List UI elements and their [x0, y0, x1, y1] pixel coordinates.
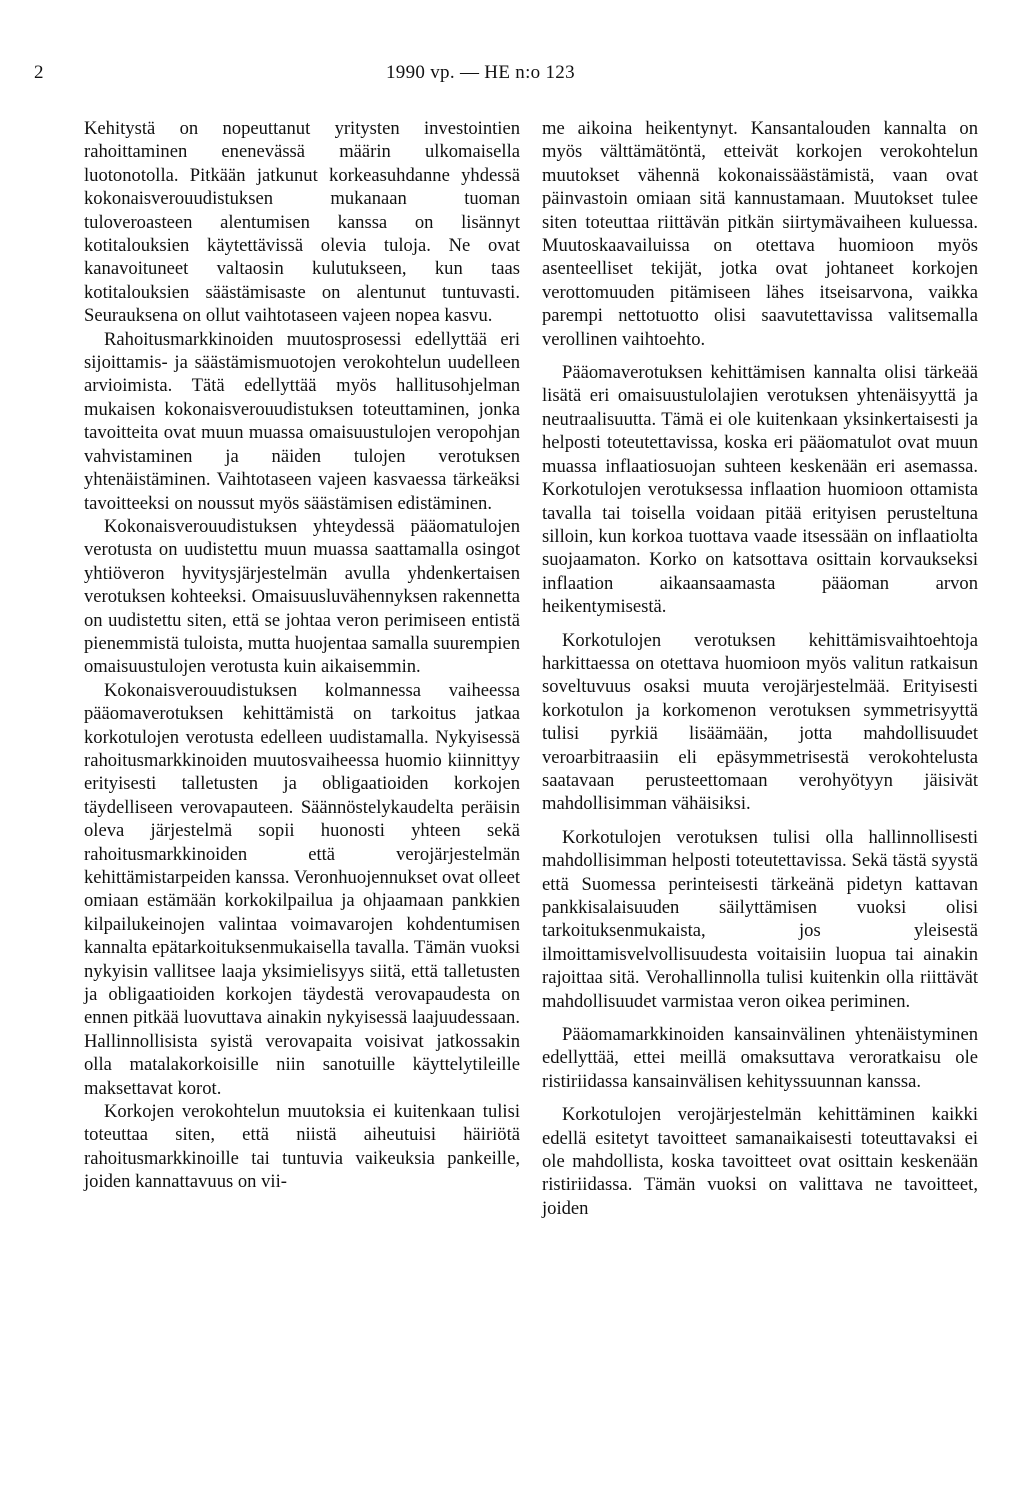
paragraph: Korkotulojen verotuksen kehittämisvaihtoehtoja harkittaessa on otettava huomioon myös valitun ratkaisun soveltuvuus osaksi muuta verojärjestelmää. Erityisesti korkotulon ja korkomenon verotuksen symmetrisyyttä tulisi pyrkiä lisäämään, jotta mahdollisuudet veroarbitraasiin eli epäsymmetrisestä verokohtelusta saatavaan perusteettomaan verohyötyyn jäisivät mahdollisimman vähäisiksi.: [542, 629, 978, 815]
paragraph: Kehitystä on nopeuttanut yritysten investointien rahoittaminen enenevässä määrin ulkomaisella luotonotolla. Pitkään jatkunut korkeasuhdanne yhdessä kokonaisverouudistuksen mukanaan tuoman tuloveroasteen alentumisen kanssa on lisännyt kotitalouksien käytettävissä olevia tuloja. Ne ovat kanavoituneet valtaosin kulutukseen, kun taas kotitalouksien säästämisaste on alentunut tuntuvasti. Seurauksena on ollut vaihtotaseen vajeen nopea kasvu.: [84, 118, 520, 327]
paragraph: Korkojen verokohtelun muutoksia ei kuitenkaan tulisi toteuttaa siten, että niistä aiheutuisi häiriötä rahoitusmarkkinoille tai tuntuvia vaikeuksia pankeille, joiden kannattavuus on vii-: [84, 1101, 520, 1193]
page-number: 2: [34, 62, 44, 83]
running-head: 1990 vp. — HE n:o 123: [386, 62, 575, 83]
paragraph: Pääomaverotuksen kehittämisen kannalta olisi tärkeää lisätä eri omaisuustulolajien verotuksen yhtenäisyyttä ja neutraalisuutta. Tämä ei ole kuitenkaan yksinkertaisesti ja helposti toteutettavissa, koska eri pääomatulot ovat muun muassa inflaatiosuojan suhteen keskenään eri asemassa. Korkotulojen verotuksessa inflaation huomioon ottamista tavalla tai toisella voidaan pitää erityisen perusteltuna silloin, kun korkoa tuottava vaade itsessään on inflaatiolta suojaamaton. Korko on katsottava osittain korvaukseksi inflaation aikaansaamasta pääoman arvon heikentymisestä.: [542, 362, 978, 618]
paragraph: Korkotulojen verojärjestelmän kehittäminen kaikki edellä esitetyt tavoitteet samanaikaisesti toteuttavaksi ei ole mahdollista, koska tavoitteet ovat osittain keskenään ristiriidassa. Tämän vuoksi on valittava ne tavoitteet, joiden: [542, 1104, 978, 1219]
left-column: [84, 117, 520, 1194]
paragraph: Pääomamarkkinoiden kansainvälinen yhtenäistyminen edellyttää, ettei meillä omaksuttava veroratkaisu ole ristiriidassa kansainvälisen kehityssuunnan kanssa.: [542, 1024, 978, 1092]
paragraph: Kokonaisverouudistuksen yhteydessä pääomatulojen verotusta on uudistettu muun muassa saattamalla osingot yhtiöveron hyvitysjärjestelmän avulla yhdenkertaisen verotuksen kohteeksi. Omaisuusluvähennyksen rakennetta on uudistettu siten, että se johtaa veron perimiseen entistä pienemmistä tuloista, mutta huojentaa samalla suurempien omaisuustulojen verotusta kuin aikaisemmin.: [84, 515, 520, 678]
paragraph: Korkotulojen verotuksen tulisi olla hallinnollisesti mahdollisimman helposti toteutettavissa. Sekä tästä syystä että Suomessa perinteisesti tärkeänä pidetyn kattavan pankkisalaisuuden säilyttämisen vuoksi olisi tarkoituksenmukaista, jos yleisestä ilmoittamisvelvollisuudesta voitaisiin luopua tai ainakin rajoittaa sitä. Verohallinnolla tulisi kuitenkin olla riittävät mahdollisuudet varmistaa veron oikea periminen.: [542, 826, 978, 1012]
paragraph: me aikoina heikentynyt. Kansantalouden kannalta on myös välttämätöntä, etteivät korkojen verokohtelun muutokset vähennä kokonaissäästämistä, vaan ovat päinvastoin omiaan sitä kannustamaan. Muutokset tulee siten toteuttaa riittävän pitkän siirtymävaiheen kuluessa. Muutoskaavailuissa on otettava huomioon myös asenteelliset tekijät, jotka ovat johtaneet korkojen verottomuuden pitämiseen lähes itseisarvona, vaikka parempi nettotuotto olisi saavutettavissa valitsemalla verollinen vaihtoehto.: [542, 118, 978, 350]
paragraph: Kokonaisverouudistuksen kolmannessa vaiheessa pääomaverotuksen kehittämistä on tarkoitus jatkaa korkotulojen verotusta edelleen uudistamalla. Nykyisessä rahoitusmarkkinoiden muutosvaiheessa huomio kiinnittyy erityisesti talletusten ja obligaatioiden korkojen täydelliseen verovapauteen. Säännöstelykaudelta peräisin oleva järjestelmä sopii huonosti yhteen sekä rahoitusmarkkinoiden että verojärjestelmän kehittämistarpeiden kanssa. Veronhuojennukset ovat olleet omiaan estämään korkokilpailua ja ohjaamaan pankkien kilpailukeinojen valintaa voimavarojen kohdentumisen kannalta epätarkoituksenmukaisella tavalla. Tämän vuoksi nykyisin vallitsee laaja yksimielisyys siitä, että talletusten ja obligaatioiden korkojen täydestä verovapaudesta on ennen pitkää luovuttava ainakin nykyisessä laajuudessaan. Hallinnollisista syistä verovapaita voisivat jatkossakin olla matalakorkoisille niin sanotuille käyttelytileille maksettavat korot.: [84, 679, 520, 1099]
right-column: [542, 117, 978, 1220]
paragraph: Rahoitusmarkkinoiden muutosprosessi edellyttää eri sijoittamis- ja säästämismuotojen verokohtelun uudelleen arvioimista. Tätä edellyttää myös hallitusohjelman mukaisen kokonaisverouudistuksen toteuttaminen, jonka tavoitteita ovat muun muassa omaisuustulojen veropohjan vahvistaminen ja näiden tulojen verotuksen yhtenäistäminen. Vaihtotaseen vajeen kasvaessa tärkeäksi tavoitteeksi on noussut myös säästämisen edistäminen.: [84, 328, 520, 514]
